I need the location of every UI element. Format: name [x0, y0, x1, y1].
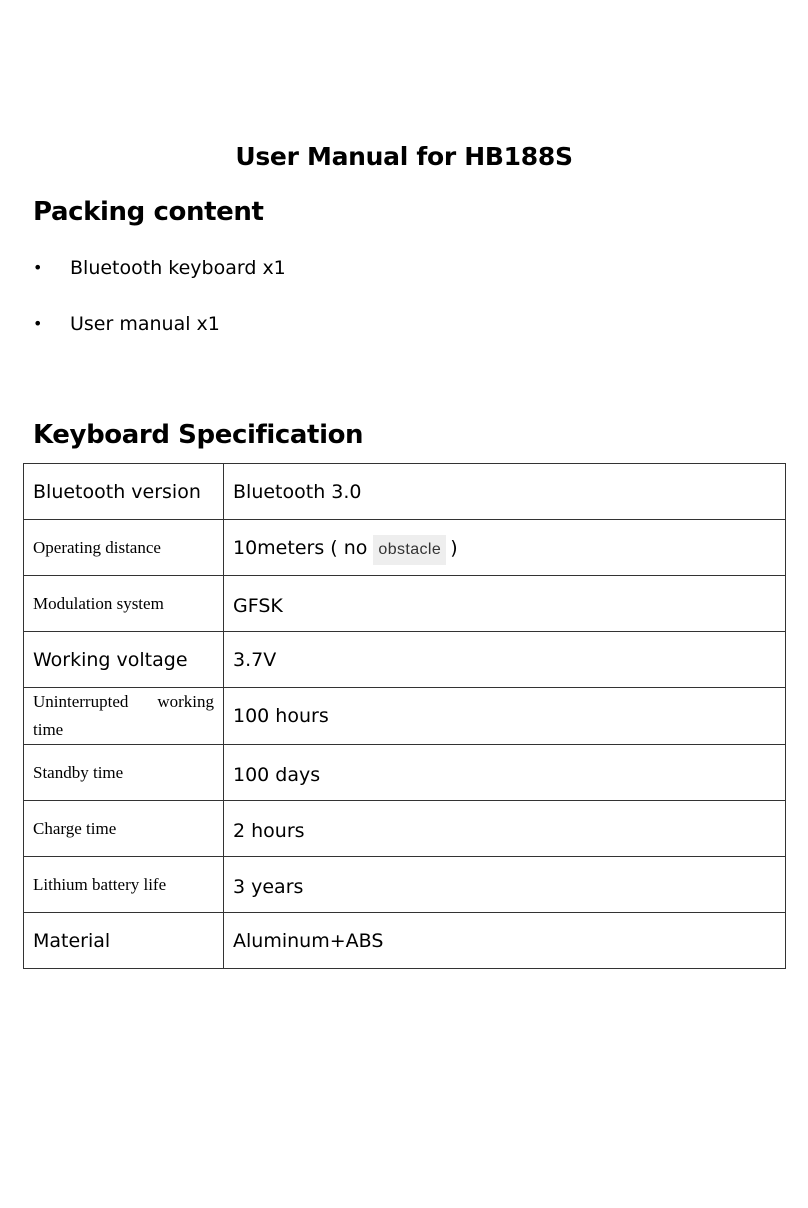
spec-label-cell [24, 688, 224, 745]
bullet-icon: • [33, 258, 43, 277]
spec-value [233, 535, 458, 565]
spec-label: Working voltage [33, 648, 188, 671]
spec-value-cell [224, 913, 786, 969]
spec-label: Material [33, 929, 111, 952]
spec-value: Aluminum+ABS [233, 929, 384, 952]
spec-value-cell [224, 745, 786, 801]
table-row [24, 801, 786, 857]
spec-value: 100 days [233, 763, 321, 786]
spec-value-cell [224, 576, 786, 632]
spec-label: Charge time [33, 818, 117, 838]
spec-label-cell [24, 576, 224, 632]
table-row [24, 464, 786, 520]
spec-label-cell [24, 913, 224, 969]
spec-value-cell [224, 801, 786, 857]
spec-value-highlight: obstacle [373, 535, 446, 565]
spec-value-cell [224, 688, 786, 745]
spec-value-cell [224, 632, 786, 688]
packing-content-heading: Packing content [33, 197, 264, 227]
spec-value: Bluetooth 3.0 [233, 480, 362, 503]
spec-value-cell [224, 464, 786, 520]
spec-label: Bluetooth version [33, 480, 201, 503]
table-row [24, 913, 786, 969]
list-item-text: Bluetooth keyboard x1 [70, 257, 286, 279]
spec-label-cell [24, 745, 224, 801]
bullet-icon: • [33, 314, 43, 333]
spec-label: Standby time [33, 762, 124, 782]
table-row [24, 632, 786, 688]
spec-label: Lithium battery life [33, 874, 167, 894]
table-row [24, 745, 786, 801]
spec-value-cell [224, 857, 786, 913]
spec-value: 3 years [233, 875, 304, 898]
table-row [24, 576, 786, 632]
spec-value-prefix: 10meters ( no [233, 536, 368, 559]
spec-label-cell [24, 464, 224, 520]
spec-label: Modulation system [33, 593, 164, 613]
spec-value: GFSK [233, 594, 283, 617]
spec-value: 100 hours [233, 705, 329, 727]
keyboard-specification-heading: Keyboard Specification [33, 420, 364, 450]
spec-label-cell [24, 520, 224, 576]
spec-label-cell [24, 857, 224, 913]
spec-value-suffix: ) [450, 536, 458, 559]
list-item-text: User manual x1 [70, 313, 220, 335]
table-row [24, 857, 786, 913]
spec-label: Uninterrupted working time [33, 692, 214, 739]
specification-table [23, 463, 786, 969]
spec-label: Operating distance [33, 537, 161, 557]
spec-value: 3.7V [233, 648, 277, 671]
document-title: User Manual for HB188S [235, 142, 573, 171]
spec-value-cell [224, 520, 786, 576]
spec-label-cell [24, 801, 224, 857]
table-row [24, 688, 786, 745]
spec-label-cell [24, 632, 224, 688]
table-row [24, 520, 786, 576]
spec-value: 2 hours [233, 819, 305, 842]
